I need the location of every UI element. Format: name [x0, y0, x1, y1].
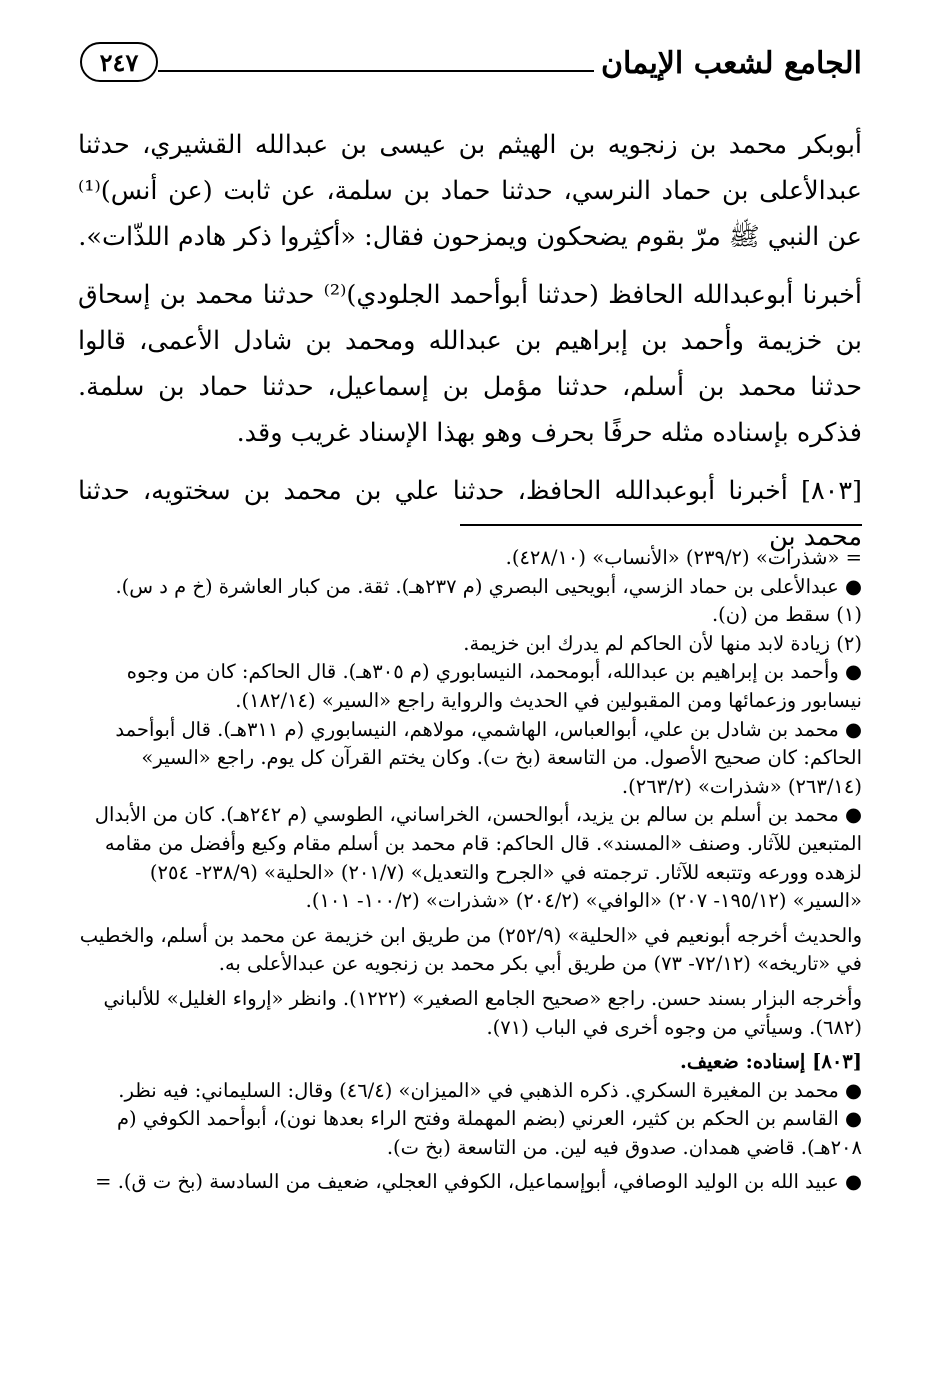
footnotes — [78, 544, 862, 1197]
footnote-narrator-6: ● القاسم بن الحكم بن كثير، العرني (بضم المهملة وفتح الراء بعدها نون)، أبوأحمد الكوفي (م ٢٠٨هـ). قاضي همدان. صدوق فيه لين. من التاسعة (بخ ت). — [116, 1107, 862, 1159]
header-rule — [158, 70, 594, 72]
footnote-narrator-7: ● عبيد الله بن الوليد الوصافي، أبوإسماعيل، الكوفي العجلي، ضعيف من السادسة (بخ ت ق). = — [95, 1170, 862, 1194]
footnote-takhrij-1: والحديث أخرجه أبونعيم في «الحلية» (٢٥٢/٩) من طريق ابن خزيمة عن محمد بن أسلم، والخطيب في «تاريخه» (٧٢/١٢- ٧٣) من طريق أبي بكر محمد بن زنجويه عن عبدالأعلى به. — [79, 923, 862, 976]
footnote-separator — [460, 524, 862, 526]
footnote-narrator-1: ● عبدالأعلى بن حماد الزسي، أبويحيى البصري (م ٢٣٧هـ). ثقة. من كبار العاشرة (خ م د س). — [115, 574, 862, 598]
page-header — [80, 40, 862, 90]
footnote-isnad-heading: [٨٠٣] إسناده: ضعيف. — [680, 1050, 862, 1074]
footnote-takhrij-2: وأخرجه البزار بسند حسن. راجع «صحيح الجامع الصغير» (١٢٢٢). وانظر «إرواء الغليل» للألباني (٦٨٢). وسيأتي من وجوه أخرى في الباب (٧١). — [103, 986, 862, 1039]
main-paragraph-3: [٨٠٣] أخبرنا أبوعبدالله الحافظ، حدثنا علي بن محمد بن سختويه، حدثنا محمد بن — [78, 476, 862, 552]
main-paragraph-1: أبوبكر محمد بن زنجويه بن الهيثم بن عيسى بن عبدالله القشيري، حدثنا عبدالأعلى بن حماد النرسي، حدثنا حماد بن سلمة، عن ثابت (عن أنس)⁽¹⁾ عن النبي ﷺ مرّ بقوم يضحكون ويمزحون فقال: «أكثِروا ذكر هادم اللذّات». — [78, 130, 862, 252]
footnote-narrator-2: ● وأحمد بن إبراهيم بن عبدالله، أبومحمد، النيسابوري (م ٣٠٥هـ). قال الحاكم: كان من وجوه نيسابور وزعمائها ومن المقبولين في الحديث والرواية راجع «السير» (١٨٢/١٤). — [126, 660, 862, 712]
footnote-narrator-3: ● محمد بن شادل بن علي، أبوالعباس، الهاشمي، مولاهم، النيسابوري (م ٣١١هـ). قال أبوأحمد الحاكم: كان صحيح الأصول. من التاسعة (بخ ت). وكان يختم القرآن كل يوم. راجع «السير» (٢٦٣/١٤) «شذرات» (٢٦٣/٢). — [115, 717, 862, 798]
footnote-narrator-5: ● محمد بن المغيرة السكري. ذكره الذهبي في «الميزان» (٤٦/٤) وقال: السليماني: فيه نظر. — [118, 1078, 862, 1102]
footnote-1: (١) سقط من (ن). — [711, 603, 862, 627]
main-text — [78, 122, 862, 572]
footnote-narrator-4: ● محمد بن أسلم بن سالم بن يزيد، أبوالحسن، الخراساني، الطوسي (م ٢٤٢هـ). كان من الأبدال المتبعين للآثار. وصنف «المسند». قال الحاكم: قام محمد بن أسلم مقام وكيع وأفضل من مقامه لزهده وورعه وتتبعه للآثار. ترجمته في «الجرح والتعديل» (٢٠١/٧) «الحلية» (٢٣٨/٩- ٢٥٤) «السير» (١٩٥/١٢- ٢٠٧) «الوافي» (٢٠٤/٢) «شذرات» (١٠٠/٢- ١٠١). — [94, 803, 862, 913]
page-number: ٢٤٧ — [80, 42, 158, 82]
footnote-2: (٢) زيادة لابد منها لأن الحاكم لم يدرك ابن خزيمة. — [463, 631, 862, 655]
main-paragraph-2: أخبرنا أبوعبدالله الحافظ (حدثنا أبوأحمد الجلودي)⁽²⁾ حدثنا محمد بن إسحاق بن خزيمة وأحمد بن إبراهيم بن عبدالله ومحمد بن شادل الأعمى، قالوا حدثنا محمد بن أسلم، حدثنا مؤمل بن إسماعيل، حدثنا حماد بن سلمة. فذكره بإسناده مثله حرفًا بحرف وهو بهذا الإسناد غريب وقد. — [78, 280, 862, 448]
running-title: الجامع لشعب الإيمان — [600, 46, 862, 81]
footnote-continuation: = «شذرات» (٢٣٩/٢) «الأنساب» (٤٢٨/١٠). — [505, 546, 862, 569]
